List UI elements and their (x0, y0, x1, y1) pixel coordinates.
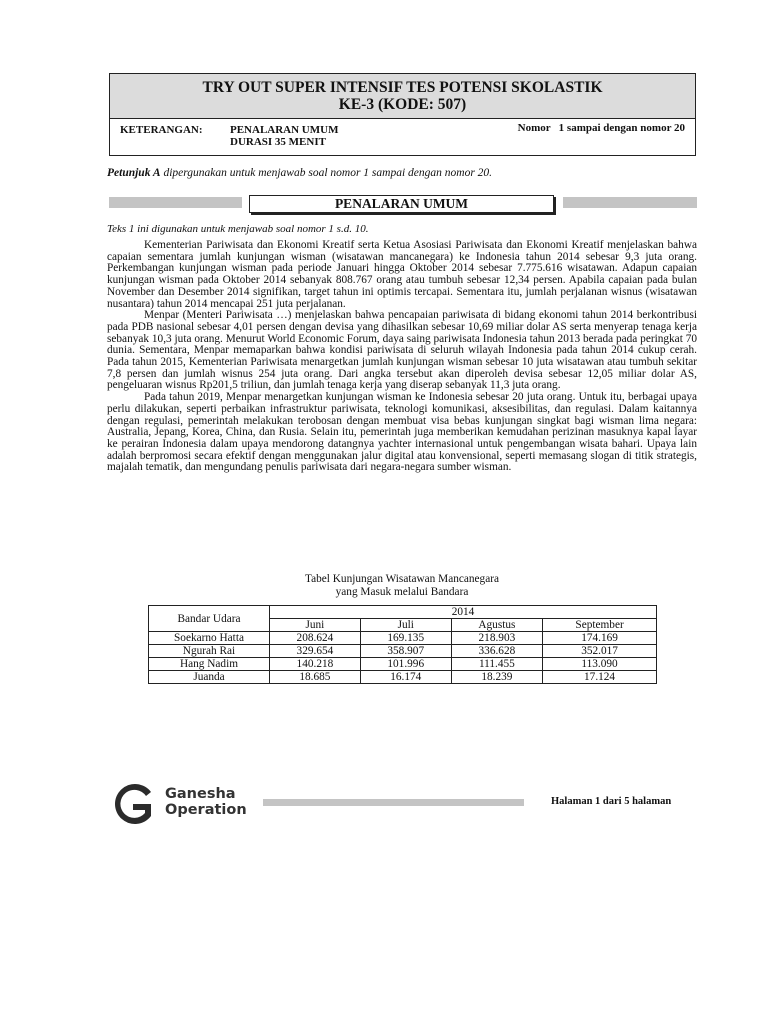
table-caption (147, 573, 657, 599)
passage-paragraph-3: Pada tahun 2019, Menpar menargetkan kunjungan wisman ke Indonesia sebesar 20 juta orang. Untuk itu, berbagai upaya perlu dilakukan, seperti perbaikan infrastruktur pariwisata, teknologi komunikasi, aksesibilitas, dan regulasi. Dalam kaitannya dengan regulasi, pemerintah melakukan terobosan dengan membuat visa bebas kunjungan singkat bagi wisman lima negara: Australia, Jepang, Korea, China, dan Rusia. Selain itu, pemerintah juga memberikan kemudahan perizinan masuknya kapal layar ke perairan Indonesia dalam upaya mendorong datangnya yachter internasional untuk pengembangan wisata bahari. Upaya lain adalah berpromosi secara efektif dengan menggunakan jalur digital atau konvensional, seperti memasang slogan di titik strategis, majalah tematik, dan mengundang penulis pariwisata dari negara-negara sumber wisman. (107, 391, 697, 474)
duration-text: DURASI 35 MENIT (230, 136, 326, 148)
heading-band-right (563, 197, 697, 208)
table-caption-line2: yang Masuk melalui Bandara (335, 586, 469, 598)
airport-name: Juanda (149, 671, 270, 684)
page-number: Halaman 1 dari 5 halaman (551, 796, 672, 807)
section-info (230, 124, 338, 148)
year-header: 2014 (270, 606, 657, 619)
table-cell: 174.169 (543, 632, 657, 645)
table-cell: 329.654 (270, 645, 361, 658)
exam-header (109, 73, 696, 156)
table-row (149, 645, 657, 658)
instruction-text: dipergunakan untuk menjawab soal nomor 1 sampai dengan nomor 20. (160, 167, 493, 179)
table-cell: 336.628 (451, 645, 542, 658)
table-cell: 208.624 (270, 632, 361, 645)
passage-paragraph-1: Kementerian Pariwisata dan Ekonomi Kreatif serta Ketua Asosiasi Pariwisata dan Ekonomi Kreatif menjelaskan bahwa capaian sementara jumlah kunjungan wisman (wisatawan mancanegara) ke Indonesia tahun 2014 sebesar 9,3 juta orang. Perkembangan kunjungan wisman pada periode Januari hingga Oktober 2014 sebesar 7.775.616 wisatawan. Adapun capaian kunjungan wisman pada Oktober 2014 sebanyak 808.767 orang atau tumbuh sebesar 12,34 persen. Apabila capaian pada bulan November dan Desember 2014 signifikan, target tahun ini optimis tercapai. Sementara itu, jumlah perjalanan wisnus (wisatawan nusantara) tahun 2014 mencapai 251 juta perjalanan. (107, 239, 697, 310)
table-cell: 18.239 (451, 671, 542, 684)
question-range: Nomor 1 sampai dengan nomor 20 (517, 122, 685, 134)
section-heading-band (109, 195, 697, 212)
footer-bar (263, 799, 524, 806)
exam-title (110, 74, 695, 119)
table-cell: 17.124 (543, 671, 657, 684)
table-cell: 140.218 (270, 658, 361, 671)
airport-name: Hang Nadim (149, 658, 270, 671)
keterangan-label: KETERANGAN: (120, 124, 203, 136)
tourist-visit-table (148, 605, 657, 684)
table-cell: 18.685 (270, 671, 361, 684)
text-intro: Teks 1 ini digunakan untuk menjawab soal nomor 1 s.d. 10. (107, 223, 369, 235)
table-row (149, 658, 657, 671)
table-cell: 16.174 (360, 671, 451, 684)
exam-title-line1: TRY OUT SUPER INTENSIF TES POTENSI SKOLASTIK (202, 79, 603, 96)
airport-name: Ngurah Rai (149, 645, 270, 658)
table-cell: 111.455 (451, 658, 542, 671)
logo-text (165, 786, 247, 818)
table-cell: 113.090 (543, 658, 657, 671)
table-row (149, 671, 657, 684)
table-row (149, 632, 657, 645)
heading-band-left (109, 197, 242, 208)
logo-line2: Operation (165, 802, 247, 818)
instruction-line (107, 167, 492, 179)
table-header-row (149, 606, 657, 619)
section-name: PENALARAN UMUM (230, 124, 339, 136)
table-cell: 218.903 (451, 632, 542, 645)
section-title: PENALARAN UMUM (249, 195, 554, 213)
logo-mark-icon (107, 782, 155, 826)
exam-title-line2: KE-3 (KODE: 507) (338, 96, 467, 113)
passage-paragraph-2: Menpar (Menteri Pariwisata …) menjelaskan bahwa pencapaian pariwisata di bidang ekonomi tahun 2014 berkontribusi pada PDB nasional sebesar 4,01 persen dengan devisa yang dihasilkan sebesar 10,69 miliar dolar AS serta menyerap tenaga kerja sebanyak 10,3 juta orang. Menurut World Economic Forum, daya saing pariwisata Indonesia tahun 2013 berada pada peringkat 70 dunia. Sementara, Menpar memaparkan bahwa kondisi pariwisata di seluruh wilayah Indonesia pada tahun 2014 cukup cerah. Pada tahun 2015, Kementerian Pariwisata menargetkan jumlah kunjungan wisman sebesar 10 juta wisatawan atau tumbuh sekitar 7,8 persen dan jumlah wisnus 254 juta orang. Dari angka tersebut akan diperoleh devisa sebesar 12,05 miliar dolar AS, pengeluaran wisnus Rp201,5 triliun, dan jumlah tenaga kerja yang diserap sebanyak 11,3 juta orang. (107, 309, 697, 392)
airport-name: Soekarno Hatta (149, 632, 270, 645)
airport-column-header: Bandar Udara (149, 606, 270, 632)
table-cell: 101.996 (360, 658, 451, 671)
month-header: Juni (270, 619, 361, 632)
instruction-label: Petunjuk A (107, 167, 161, 179)
logo-line1: Ganesha (165, 786, 236, 802)
table-cell: 352.017 (543, 645, 657, 658)
month-header: September (543, 619, 657, 632)
month-header: Juli (360, 619, 451, 632)
table-cell: 169.135 (360, 632, 451, 645)
table-caption-line1: Tabel Kunjungan Wisatawan Mancanegara (305, 573, 499, 585)
exam-info (110, 119, 695, 155)
reading-passage (107, 240, 697, 474)
table-cell: 358.907 (360, 645, 451, 658)
month-header: Agustus (451, 619, 542, 632)
ganesha-operation-logo (107, 782, 257, 827)
